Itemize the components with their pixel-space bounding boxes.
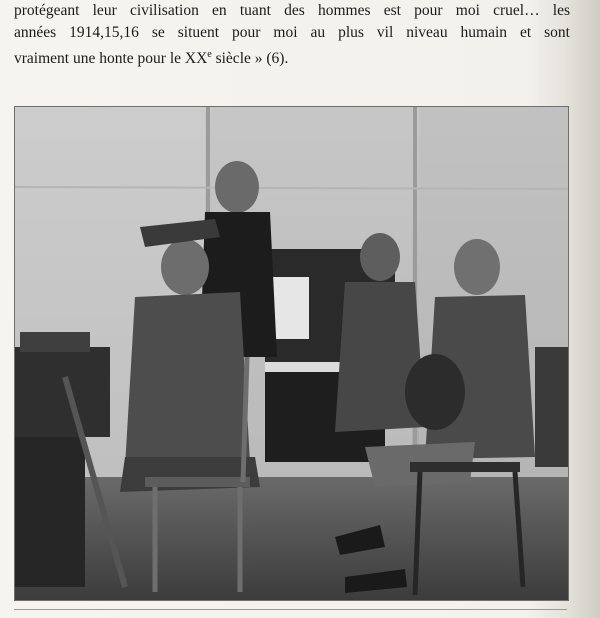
photo-illustration: [15, 107, 568, 600]
text-line-3-start: vraiment une honte pour le XX: [14, 50, 208, 68]
text-line-3: [14, 44, 570, 70]
sheet-music: [273, 277, 309, 339]
figure-standing-head: [215, 161, 259, 213]
superscript-e: e: [207, 49, 212, 60]
desk-base: [15, 437, 85, 587]
chair-seat: [145, 477, 250, 487]
figure-seated-left-body: [125, 292, 250, 467]
archival-photograph: [14, 106, 569, 601]
cabinet: [535, 347, 568, 467]
mandolin: [405, 354, 465, 430]
text-line-1: protégeant leur civilisation en tuant des hommes est pour moi cruel… les: [14, 2, 570, 19]
text-line-3-end: siècle » (6).: [211, 50, 289, 68]
body-paragraph: [14, 0, 570, 70]
typewriter-desk: [15, 347, 110, 437]
figure-mandolin-head: [454, 239, 500, 295]
page-rule: [14, 609, 567, 610]
typewriter: [20, 332, 90, 352]
chair-seat: [410, 462, 520, 472]
text-line-2: années 1914,15,16 se situent pour moi au plus vil niveau humain et sont: [14, 24, 570, 41]
figure-pianist-head: [360, 233, 400, 281]
figure-seated-left-head: [161, 239, 209, 295]
